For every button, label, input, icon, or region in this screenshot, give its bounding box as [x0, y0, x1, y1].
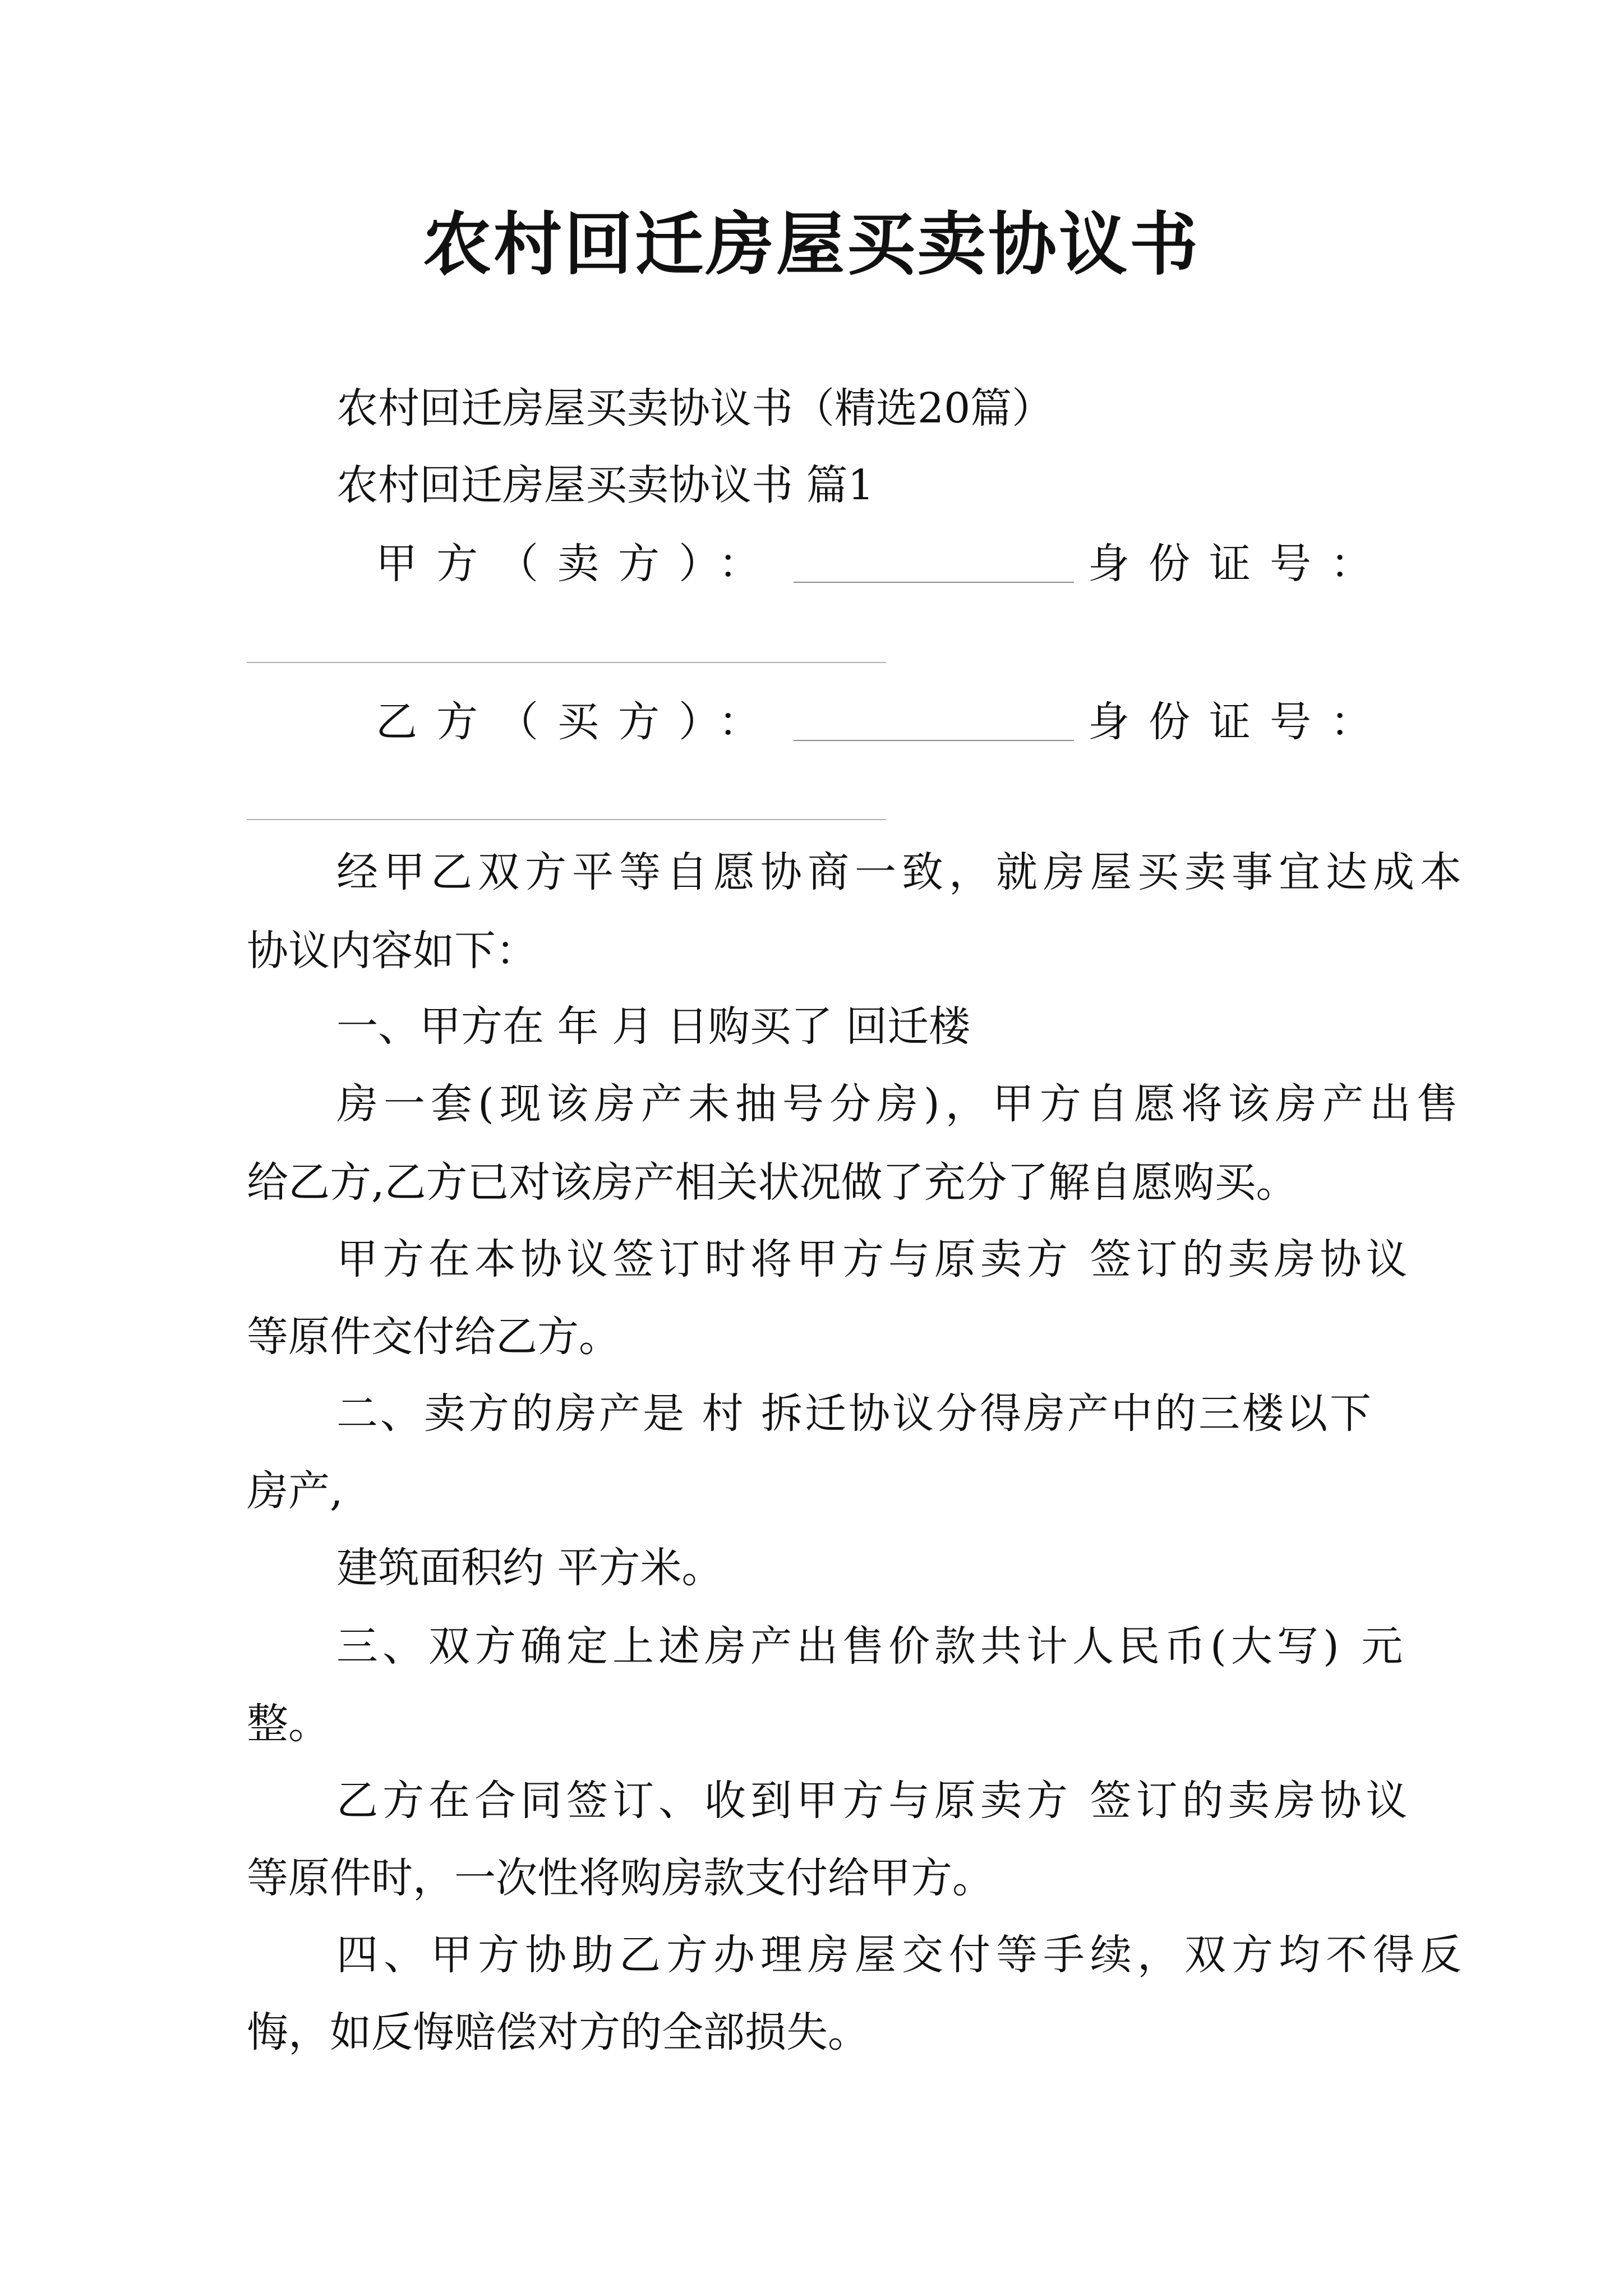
paragraph-line: 经甲乙双方平等自愿协商一致，就房屋买卖事宜达成本	[336, 848, 1467, 896]
paragraph-line: 房一套(现该房产未抽号分房)，甲方自愿将该房产出售	[336, 1080, 1464, 1128]
paragraph-line: 整。	[247, 1700, 330, 1748]
party-a-row	[376, 536, 1391, 592]
paragraph-line: 协议内容如下：	[247, 927, 537, 975]
party-a-name-blank	[794, 582, 1074, 583]
party-b-row	[376, 694, 1391, 750]
paragraph-line: 房产,	[247, 1467, 343, 1515]
paragraph-line: 等原件时，一次性将购房款支付给甲方。	[247, 1854, 994, 1902]
paragraph-line: 悔，如反悔赔偿对方的全部损失。	[247, 2008, 869, 2056]
party-a-label: 甲方（卖方）：	[376, 540, 779, 588]
section-heading: 农村回迁房屋买卖协议书 篇1	[336, 461, 874, 509]
paragraph-line: 等原件交付给乙方。	[247, 1313, 620, 1361]
paragraph-line: 甲方在本协议签订时将甲方与原卖方 签订的卖房协议	[336, 1235, 1412, 1283]
party-b-id-blank	[247, 819, 886, 820]
paragraph-line: 二、卖方的房产是 村 拆迁协议分得房产中的三楼以下	[336, 1389, 1374, 1438]
party-b-name-blank	[794, 740, 1074, 741]
paragraph-line: 三、双方确定上述房产出售价款共计人民币(大写) 元	[336, 1622, 1408, 1671]
party-b-id-label: 身份证号：	[1088, 698, 1391, 746]
party-a-id-label: 身份证号：	[1088, 540, 1391, 588]
paragraph-line: 一、甲方在 年 月 日购买了 回迁楼	[336, 1002, 971, 1051]
paragraph-line: 乙方在合同签订、收到甲方与原卖方 签订的卖房协议	[336, 1777, 1412, 1825]
paragraph-line: 建筑面积约 平方米。	[336, 1544, 723, 1592]
party-a-id-blank	[247, 662, 886, 663]
party-b-label: 乙方（买方）：	[376, 698, 779, 746]
paragraph-line: 给乙方,乙方已对该房产相关状况做了充分了解自愿购买。	[247, 1158, 1298, 1207]
page-title: 农村回迁房屋买卖协议书	[423, 204, 1200, 284]
paragraph-line: 四、甲方协助乙方办理房屋交付等手续，双方均不得反	[336, 1931, 1467, 1979]
document-subtitle: 农村回迁房屋买卖协议书（精选20篇）	[336, 384, 1054, 432]
